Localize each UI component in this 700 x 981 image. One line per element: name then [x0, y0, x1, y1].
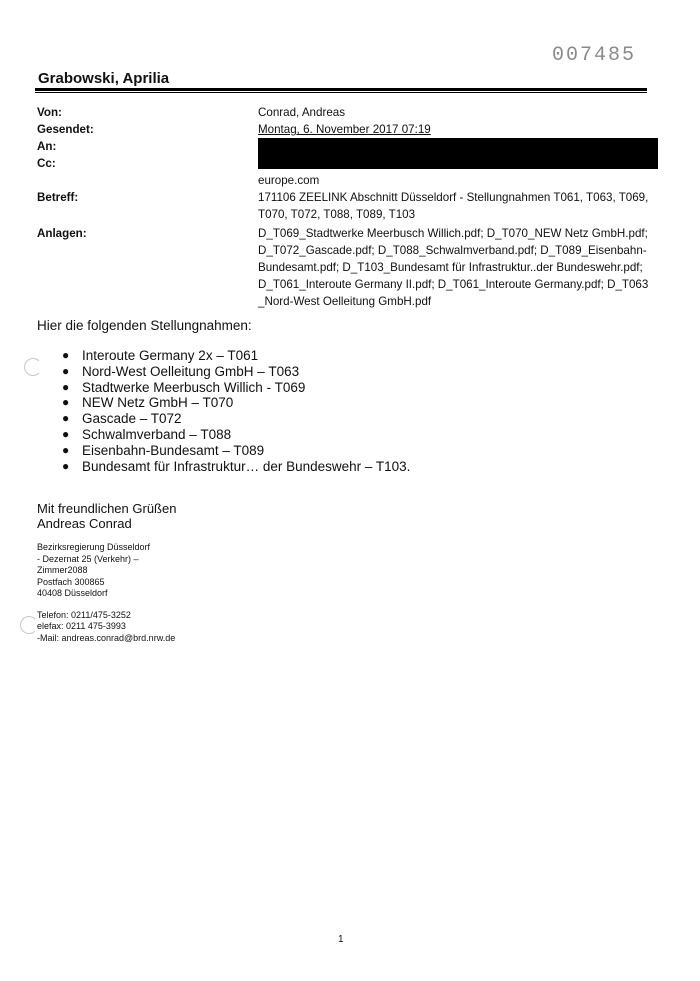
bullet-icon: ● — [62, 426, 70, 441]
attachments-row — [37, 225, 658, 310]
to-cc-rows — [37, 138, 658, 172]
header-rule-thick — [35, 88, 647, 91]
list-item: ● Eisenbahn-Bundesamt – T089 — [62, 442, 265, 458]
signature-org: Bezirksregierung Düsseldorf — [37, 542, 151, 552]
bullet-icon: ● — [62, 395, 70, 410]
bullet-icon: ● — [62, 379, 70, 394]
sent-label: Gesendet: — [37, 123, 94, 136]
signature-box: Postfach 300865 — [37, 576, 105, 587]
subject-label: Betreff: — [37, 191, 79, 204]
punch-hole-mark — [24, 358, 42, 376]
list-item: ● Stadtwerke Meerbusch Willich - T069 — [62, 379, 306, 395]
from-value: Conrad, Andreas — [258, 106, 346, 119]
signature-block — [37, 542, 175, 644]
email-header — [37, 104, 658, 310]
bullet-icon: ● — [62, 442, 70, 457]
bullet-icon: ● — [62, 458, 70, 473]
intro-text: Hier die folgenden Stellungnahmen: — [37, 318, 252, 333]
signature-room: Zimmer2088 — [37, 565, 88, 575]
signature-fax: elefax: 0211 475-3993 — [37, 621, 126, 631]
punch-hole-mark — [20, 616, 38, 634]
cc-tail-value: europe.com — [258, 174, 320, 187]
subject-row — [37, 189, 658, 223]
sent-value: Montag, 6. November 2017 07:19 — [258, 123, 431, 136]
cc-label: Cc: — [37, 157, 56, 170]
attachments-label: Anlagen: — [37, 227, 87, 240]
list-item: ● Interoute Germany 2x – T061 — [62, 348, 259, 363]
attachments-value: D_T069_Stadtwerke Meerbusch Willich.pdf; D_T070_NEW Netz GmbH.pdf; D_T072_Gascade.pdf; D_T088_Schwalmverband.pdf; D_T089_Eisenbahn-Bundesamt.pdf; D_T103_Bundesamt für Infrastruktur..der Bundeswehr.pdf; D_T061_Interoute Germany II.pdf; D_T061_Interoute Germany.pdf; D_T063 _Nord-West Oelleitung GmbH.pdf — [258, 227, 649, 308]
signature-city: 40408 Düsseldorf — [37, 588, 108, 598]
cc-tail-row — [37, 172, 658, 189]
list-item: ● NEW Netz GmbH – T070 — [62, 395, 234, 411]
to-label: An: — [37, 140, 57, 153]
bullet-icon: ● — [62, 363, 70, 378]
sent-row — [37, 121, 658, 138]
redaction-block — [258, 138, 658, 169]
mailbox-owner-name: Grabowski, Aprilia — [38, 70, 170, 87]
list-item: ● Nord-West Oelleitung GmbH – T063 — [62, 363, 300, 379]
closing-text: Mit freundlichen Grüßen — [37, 501, 177, 516]
statement-list — [62, 348, 410, 474]
bullet-icon: ● — [62, 348, 70, 362]
from-label: Von: — [37, 106, 62, 119]
from-row — [37, 104, 658, 121]
closing-block — [37, 501, 176, 531]
list-item: ● Bundesamt für Infrastruktur… der Bundeswehr – T103. — [62, 458, 411, 474]
list-item: ● Schwalmverband – T088 — [62, 426, 232, 442]
list-item: ● Gascade – T072 — [62, 411, 182, 427]
signature-dept: - Dezernat 25 (Verkehr) – — [37, 553, 139, 564]
document-stamp-number: 007485 — [552, 44, 637, 67]
header-rule-thin — [35, 92, 647, 93]
signature-mail: -Mail: andreas.conrad@brd.nrw.de — [37, 632, 176, 643]
sender-name: Andreas Conrad — [37, 516, 132, 531]
subject-value: 171106 ZEELINK Abschnitt Düsseldorf - Stellungnahmen T061, T063, T069, T070, T072, T088, T089, T103 — [258, 191, 649, 221]
signature-phone: Telefon: 0211/475-3252 — [37, 609, 131, 620]
bullet-icon: ● — [62, 411, 70, 426]
page-number: 1 — [338, 934, 344, 945]
